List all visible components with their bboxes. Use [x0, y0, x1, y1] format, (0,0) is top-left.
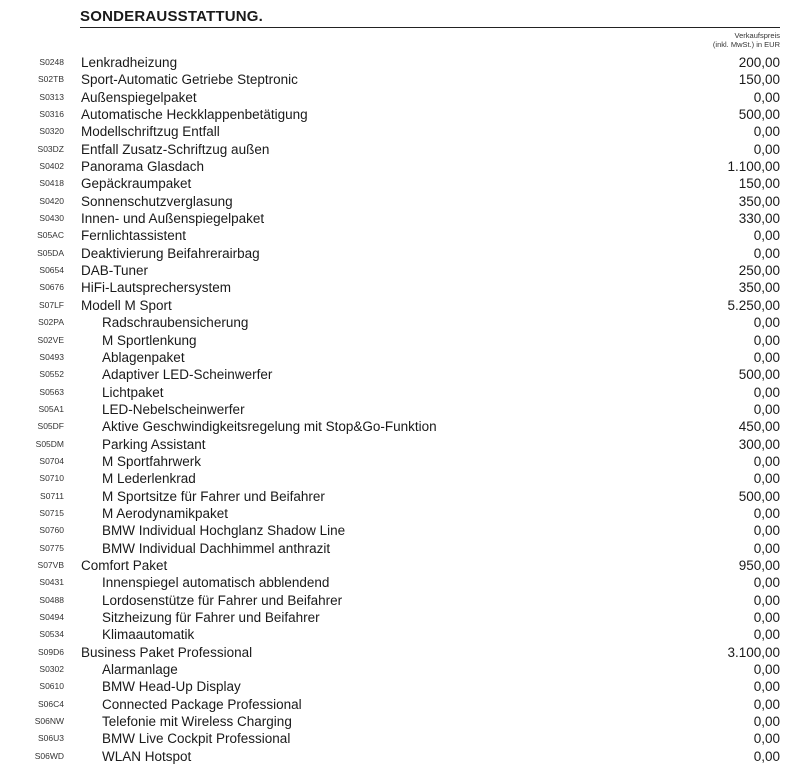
option-row — [0, 227, 800, 244]
price-header-line2: (inkl. MwSt.) in EUR — [712, 40, 780, 49]
option-sub-row — [0, 401, 800, 418]
option-code: S07VB — [37, 559, 64, 570]
option-code: S0316 — [39, 109, 64, 120]
option-sub-row — [0, 522, 800, 539]
option-row — [0, 106, 800, 123]
option-price: 1.100,00 — [727, 159, 780, 175]
option-description: Entfall Zusatz-Schriftzug außen — [81, 141, 270, 157]
option-code: S06U3 — [38, 733, 64, 744]
option-sub-row — [0, 626, 800, 643]
option-price: 0,00 — [753, 592, 780, 608]
option-code: S05A1 — [38, 403, 64, 414]
option-description: Lordosenstütze für Fahrer und Beifahrer — [102, 592, 343, 608]
option-price: 3.100,00 — [727, 644, 780, 660]
option-price: 0,00 — [753, 141, 780, 157]
section-title: SONDERAUSSTATTUNG. — [80, 8, 264, 25]
option-sub-row — [0, 696, 800, 713]
option-description: BMW Live Cockpit Professional — [102, 731, 291, 747]
option-sub-row — [0, 748, 800, 765]
option-row — [0, 89, 800, 106]
option-code: S0302 — [39, 664, 64, 675]
option-description: Telefonie mit Wireless Charging — [102, 714, 292, 730]
option-description: Außenspiegelpaket — [81, 89, 197, 105]
option-price: 250,00 — [738, 263, 780, 279]
option-description: Panorama Glasdach — [81, 159, 205, 175]
option-description: Comfort Paket — [81, 557, 168, 573]
title-underline — [80, 27, 780, 28]
option-sub-row — [0, 332, 800, 349]
option-price: 330,00 — [738, 211, 780, 227]
option-description: M Sportfahrwerk — [102, 453, 202, 469]
option-code: S0402 — [39, 161, 64, 172]
price-column-header — [713, 31, 780, 49]
price-header-line1: Verkaufspreis — [734, 31, 780, 40]
option-description: Radschraubensicherung — [102, 315, 249, 331]
option-code: S0320 — [39, 126, 64, 137]
option-sub-row — [0, 713, 800, 730]
option-description: Modellschriftzug Entfall — [81, 124, 220, 140]
option-description: Ablagenpaket — [102, 349, 185, 365]
option-description: Business Paket Professional — [81, 644, 253, 660]
option-code: S06WD — [34, 750, 64, 761]
option-row — [0, 123, 800, 140]
option-price: 0,00 — [753, 228, 780, 244]
option-price: 5.250,00 — [727, 297, 780, 313]
option-sub-row — [0, 314, 800, 331]
option-code: S03DZ — [37, 143, 64, 154]
option-price: 0,00 — [753, 696, 780, 712]
option-code: S0710 — [39, 473, 64, 484]
option-code: S02PA — [38, 317, 64, 328]
option-description: WLAN Hotspot — [102, 748, 192, 764]
option-code: S0418 — [39, 178, 64, 189]
option-price: 0,00 — [753, 315, 780, 331]
option-row — [0, 175, 800, 192]
option-description: Innen- und Außenspiegelpaket — [81, 211, 265, 227]
option-price: 350,00 — [738, 193, 780, 209]
option-code: S0493 — [39, 351, 64, 362]
option-code: S0420 — [39, 195, 64, 206]
option-description: Innenspiegel automatisch abblendend — [102, 575, 330, 591]
option-code: S0610 — [39, 681, 64, 692]
option-price: 500,00 — [738, 488, 780, 504]
option-price: 0,00 — [753, 89, 780, 105]
option-price: 350,00 — [738, 280, 780, 296]
option-description: M Lederlenkrad — [102, 471, 196, 487]
option-sub-row — [0, 661, 800, 678]
option-code: S0715 — [39, 507, 64, 518]
option-price: 150,00 — [738, 72, 780, 88]
option-price: 0,00 — [753, 505, 780, 521]
option-code: S05DA — [37, 247, 64, 258]
option-description: DAB-Tuner — [81, 263, 149, 279]
option-code: S05DM — [35, 438, 64, 449]
option-sub-row — [0, 678, 800, 695]
option-description: HiFi-Lautsprechersystem — [81, 280, 232, 296]
option-row — [0, 54, 800, 71]
option-row — [0, 158, 800, 175]
option-code: S0494 — [39, 612, 64, 622]
option-description: Sitzheizung für Fahrer und Beifahrer — [102, 610, 320, 625]
option-code: S0760 — [39, 525, 64, 536]
option-price: 300,00 — [738, 436, 780, 452]
option-price: 0,00 — [753, 540, 780, 556]
option-code: S09D6 — [38, 646, 64, 657]
option-code: S0552 — [39, 369, 64, 380]
option-price: 0,00 — [753, 523, 780, 539]
option-price: 0,00 — [753, 453, 780, 469]
option-price: 0,00 — [753, 384, 780, 400]
option-description: BMW Individual Dachhimmel anthrazit — [102, 540, 331, 556]
option-description: Gepäckraumpaket — [81, 176, 192, 192]
option-sub-row — [0, 574, 800, 591]
option-price: 500,00 — [738, 367, 780, 383]
option-price: 150,00 — [738, 176, 780, 192]
option-code: S05AC — [37, 230, 64, 241]
option-sub-row — [0, 453, 800, 470]
option-row — [0, 557, 800, 574]
option-description: Lichtpaket — [102, 384, 164, 400]
option-code: S0676 — [39, 282, 64, 293]
option-price: 0,00 — [753, 714, 780, 730]
option-description: Deaktivierung Beifahrerairbag — [81, 245, 260, 261]
option-price: 0,00 — [753, 610, 780, 625]
option-price: 0,00 — [753, 679, 780, 695]
option-description: M Sportsitze für Fahrer und Beifahrer — [102, 488, 325, 504]
option-row — [0, 245, 800, 262]
option-description: Klimaautomatik — [102, 627, 195, 643]
option-description: Sport-Automatic Getriebe Steptronic — [81, 72, 298, 88]
option-code: S0563 — [39, 386, 64, 397]
option-row — [0, 141, 800, 158]
option-description: Fernlichtassistent — [81, 228, 187, 244]
option-sub-row — [0, 436, 800, 453]
option-code: S0534 — [39, 629, 64, 640]
option-row — [0, 71, 800, 88]
option-description: LED-Nebelscheinwerfer — [102, 401, 245, 417]
option-code: S07LF — [38, 299, 64, 310]
option-code: S02VE — [37, 334, 64, 345]
option-price: 0,00 — [753, 124, 780, 140]
option-price: 0,00 — [753, 401, 780, 417]
option-description: Connected Package Professional — [102, 696, 302, 712]
option-sub-row — [0, 384, 800, 401]
option-description: Parking Assistant — [102, 436, 206, 452]
option-price: 0,00 — [753, 748, 780, 764]
option-code: S0313 — [39, 91, 64, 102]
option-description: Lenkradheizung — [81, 55, 178, 70]
option-price: 450,00 — [738, 419, 780, 435]
option-code: S02TB — [38, 74, 64, 85]
option-sub-row — [0, 488, 800, 505]
option-description: Sonnenschutzverglasung — [81, 193, 233, 209]
option-sub-row — [0, 505, 800, 522]
option-code: S0431 — [39, 577, 64, 588]
option-sub-row — [0, 730, 800, 747]
option-code: S06NW — [34, 716, 64, 727]
option-code: S0430 — [39, 213, 64, 224]
option-sub-row — [0, 609, 800, 626]
option-description: M Aerodynamikpaket — [102, 505, 229, 521]
option-price: 500,00 — [738, 107, 780, 123]
option-sub-row — [0, 366, 800, 383]
option-code: S0248 — [39, 57, 64, 67]
option-sub-row — [0, 349, 800, 366]
option-code: S0711 — [40, 490, 64, 501]
option-description: BMW Head-Up Display — [102, 679, 241, 695]
option-code: S0775 — [39, 542, 64, 553]
option-price: 0,00 — [753, 731, 780, 747]
option-row — [0, 193, 800, 210]
option-description: Modell M Sport — [81, 297, 172, 313]
option-price: 0,00 — [753, 662, 780, 678]
option-price: 0,00 — [753, 575, 780, 591]
option-price: 0,00 — [753, 627, 780, 643]
option-row — [0, 210, 800, 227]
option-row — [0, 644, 800, 661]
option-description: Aktive Geschwindigkeitsregelung mit Stop&Go-Funktion — [102, 419, 437, 435]
option-price: 0,00 — [753, 471, 780, 487]
option-price: 0,00 — [753, 332, 780, 348]
option-price: 200,00 — [738, 55, 780, 70]
option-code: S0654 — [39, 265, 64, 276]
option-code: S05DF — [37, 421, 64, 432]
option-description: BMW Individual Hochglanz Shadow Line — [102, 523, 346, 539]
option-code: S0488 — [39, 594, 64, 605]
option-description: Adaptiver LED-Scheinwerfer — [102, 367, 273, 383]
option-description: Automatische Heckklappenbetätigung — [81, 107, 308, 123]
option-row — [0, 279, 800, 296]
option-code: S0704 — [39, 455, 64, 466]
option-price: 950,00 — [738, 557, 780, 573]
option-description: Alarmanlage — [102, 662, 178, 678]
option-sub-row — [0, 418, 800, 435]
option-price: 0,00 — [753, 349, 780, 365]
option-sub-row — [0, 592, 800, 609]
option-row — [0, 262, 800, 279]
option-code: S06C4 — [38, 698, 64, 709]
option-row — [0, 297, 800, 314]
option-description: M Sportlenkung — [102, 332, 197, 348]
option-price: 0,00 — [753, 245, 780, 261]
options-list — [0, 54, 800, 765]
option-sub-row — [0, 470, 800, 487]
option-sub-row — [0, 540, 800, 557]
